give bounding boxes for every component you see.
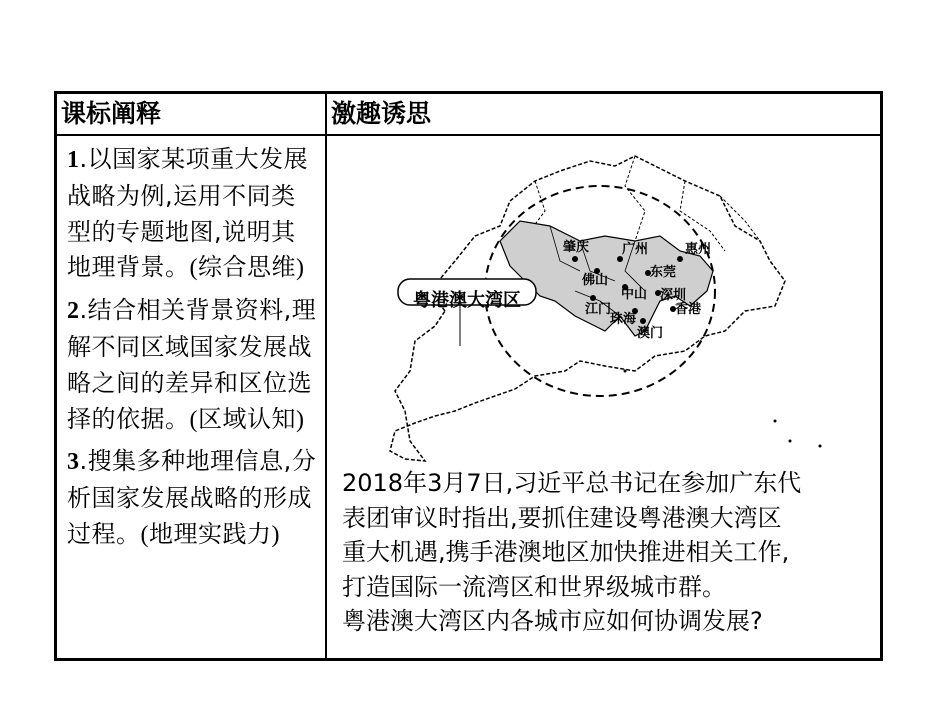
passage-line: 重大机遇,携手港澳地区加快推进相关工作,: [342, 538, 790, 566]
city-label-guangzhou: 广州: [622, 242, 649, 257]
intro-passage: [342, 466, 882, 639]
standard-item-2: [67, 293, 317, 438]
city-label-huizhou: 惠州: [685, 242, 712, 257]
competency-tag: (区域认知): [189, 406, 305, 433]
competency-tag: (综合思维): [189, 255, 305, 282]
city-label-dongguan: 东莞: [650, 265, 677, 280]
standard-item-1: [67, 142, 317, 287]
city-label-foshan: 佛山: [582, 273, 609, 288]
standards-list: [67, 142, 317, 560]
city-label-hongkong: 香港: [675, 302, 702, 317]
greater-bay-area-map: [335, 141, 875, 471]
city-label-zhuhai: 珠海: [610, 312, 637, 327]
standard-number: 2: [67, 298, 80, 325]
column-divider: [325, 94, 327, 658]
passage-line: 表团审议时指出,要抓住建设粤港澳大湾区: [342, 503, 782, 532]
standard-text: .以国家某项重大发展战略为例,运用不同类型的专题地图,说明其地理背景。: [67, 145, 309, 282]
standards-header: 课标阐释: [61, 99, 162, 128]
passage-line: 2018年3月7日,习近平总书记在参加广东代: [342, 469, 802, 497]
passage-question: 粤港澳大湾区内各城市应如何协调发展?: [342, 607, 763, 635]
header-divider: [57, 134, 880, 136]
city-label-macau: 澳门: [637, 326, 664, 341]
city-label-zhaoqing: 肇庆: [563, 240, 590, 255]
standard-number: 1: [67, 147, 80, 173]
intro-header: 激趣诱思: [331, 99, 432, 128]
region-label: 粤港澳大湾区: [413, 290, 521, 311]
city-label-jiangmen: 江门: [585, 302, 612, 317]
standard-text: .结合相关背景资料,理解不同区域国家发展战略之间的差异和区位选择的依据。: [67, 296, 317, 433]
content-table: [54, 91, 883, 661]
standard-number: 3: [67, 449, 80, 476]
city-label-shenzhen: 深圳: [660, 288, 687, 303]
standard-item-3: [67, 444, 317, 553]
standard-text: .搜集多种地理信息,分析国家发展战略的形成过程。: [67, 447, 317, 548]
passage-line: 打造国际一流湾区和世界级城市群。: [342, 572, 726, 601]
city-label-zhongshan: 中山: [621, 287, 648, 302]
competency-tag: (地理实践力): [140, 521, 280, 548]
